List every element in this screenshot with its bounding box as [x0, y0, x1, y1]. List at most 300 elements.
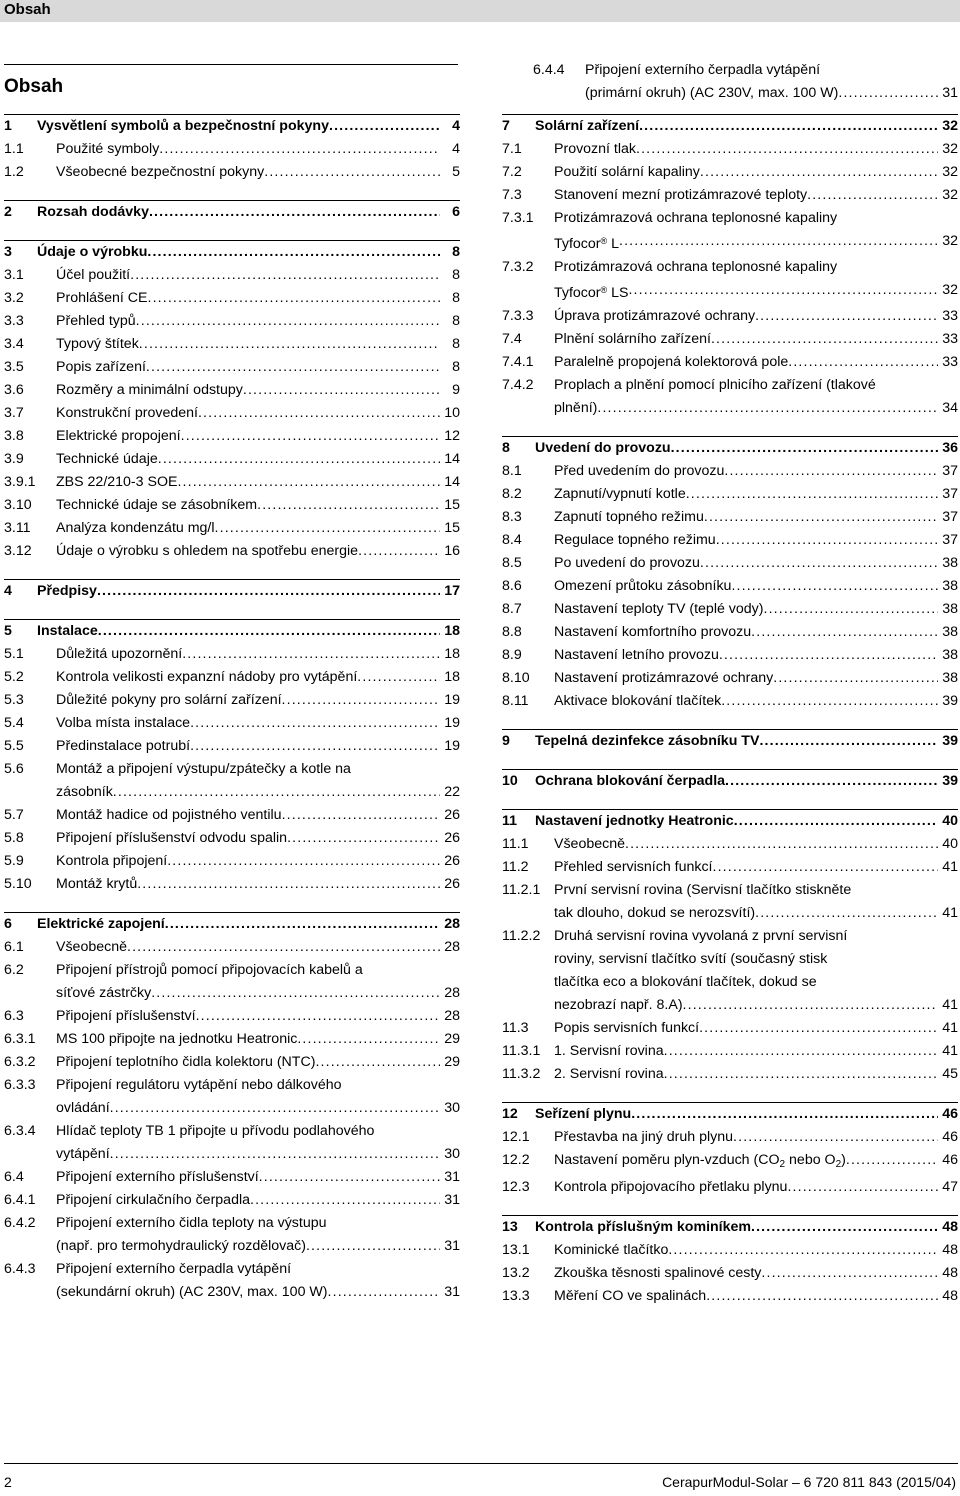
- toc-page-number: 28: [444, 1008, 460, 1024]
- toc-page-number: 30: [444, 1146, 460, 1162]
- toc-entry[interactable]: [502, 1040, 958, 1063]
- toc-entry-number: 3.6: [4, 382, 24, 398]
- toc-entry[interactable]: [4, 1005, 460, 1028]
- toc-entry-title: Všeobecně: [56, 939, 127, 955]
- toc-entry-title: Aktivace blokování tlačítek: [554, 693, 722, 709]
- toc-entry[interactable]: [4, 1212, 460, 1258]
- toc-entry-title: Rozměry a minimální odstupy: [56, 382, 243, 398]
- toc-leader-dots: [751, 621, 938, 644]
- toc-entry[interactable]: [502, 598, 958, 621]
- toc-page-number: 48: [942, 1288, 958, 1304]
- toc-entry-number: 2: [4, 204, 12, 220]
- toc-entry-number: 7.3.2: [502, 259, 534, 275]
- toc-entry[interactable]: [4, 1028, 460, 1051]
- toc-chapter-entry[interactable]: [502, 115, 958, 138]
- toc-leader-dots: [628, 279, 938, 305]
- toc-chapter-3: [4, 224, 460, 563]
- toc-entry[interactable]: [4, 287, 460, 310]
- toc-chapter-entry[interactable]: [502, 770, 958, 793]
- toc-entry[interactable]: [4, 643, 460, 666]
- header-band: [0, 0, 960, 22]
- toc-entry[interactable]: [4, 310, 460, 333]
- toc-entry-title: Kontrola připojení: [56, 853, 168, 869]
- toc-entry-title: Kontrola příslušným kominíkem: [535, 1219, 752, 1235]
- toc-chapter-entry[interactable]: [4, 913, 460, 936]
- toc-entry-title-line: Hlídač teploty TB 1 připojte u přívodu podlahového: [56, 1123, 375, 1139]
- toc-entry-title-line: Proplach a plnění pomocí plnicího zařízení (tlakové: [554, 377, 876, 393]
- toc-entry-title: (např. pro termohydraulický rozdělovač): [56, 1238, 306, 1254]
- toc-entry-title: ovládání: [56, 1100, 110, 1116]
- toc-leader-dots: [761, 1262, 938, 1285]
- toc-entry-title: Provozní tlak: [554, 141, 637, 157]
- toc-chapter-2: [4, 184, 460, 224]
- toc-entry[interactable]: [4, 804, 460, 827]
- toc-entry-number: 6.3.1: [4, 1031, 36, 1047]
- toc-leader-dots: [713, 856, 938, 879]
- toc-leader-dots: [147, 241, 440, 264]
- toc-entry[interactable]: [4, 379, 460, 402]
- toc-entry[interactable]: [502, 644, 958, 667]
- toc-leader-dots: [625, 833, 938, 856]
- toc-leader-dots: [838, 82, 938, 105]
- toc-entry-number: 7.3.1: [502, 210, 534, 226]
- toc-leader-dots: [733, 1126, 938, 1149]
- toc-entry[interactable]: [4, 138, 460, 161]
- toc-entry-title: Předpisy: [37, 583, 97, 599]
- toc-entry[interactable]: [4, 517, 460, 540]
- toc-leader-dots: [110, 1097, 440, 1120]
- toc-chapter-entry[interactable]: [502, 730, 958, 753]
- toc-leader-dots: [243, 379, 440, 402]
- toc-entry[interactable]: [4, 689, 460, 712]
- toc-entry-number: 5.1: [4, 646, 24, 662]
- toc-leader-dots: [755, 305, 938, 328]
- toc-entry-number: 1: [4, 118, 12, 134]
- toc-leader-dots: [357, 666, 440, 689]
- toc-page-number: 37: [942, 509, 958, 525]
- toc-page-number: 5: [452, 164, 460, 180]
- toc-entry-number: 5.10: [4, 876, 32, 892]
- toc-leader-dots: [282, 804, 440, 827]
- toc-leader-dots: [165, 913, 440, 936]
- toc-entry[interactable]: [4, 758, 460, 804]
- toc-entry-title: Uvedení do provozu: [535, 440, 671, 456]
- toc-entry[interactable]: [502, 856, 958, 879]
- toc-entry[interactable]: [533, 59, 958, 105]
- toc-leader-dots: [664, 1040, 938, 1063]
- toc-entry[interactable]: [502, 184, 958, 207]
- toc-leader-dots: [181, 425, 440, 448]
- toc-page-number: 17: [444, 583, 460, 599]
- toc-leader-dots: [282, 689, 440, 712]
- toc-entry-title: Přehled typů: [56, 313, 136, 329]
- toc-entry-number: 8.7: [502, 601, 522, 617]
- toc-page-number: 38: [942, 647, 958, 663]
- toc-entry-title: Úprava protizámrazové ochrany: [554, 308, 756, 324]
- toc-entry-number: 6.4.2: [4, 1215, 36, 1231]
- toc-entry-number: 3.7: [4, 405, 24, 421]
- toc-page-number: 41: [942, 1043, 958, 1059]
- toc-entry-number: 6: [4, 916, 12, 932]
- toc-entry[interactable]: [4, 1189, 460, 1212]
- toc-entry[interactable]: [502, 690, 958, 713]
- toc-entry-number: 5.8: [4, 830, 24, 846]
- toc-right-top-entry: [533, 59, 958, 105]
- toc-leader-dots: [619, 230, 938, 256]
- toc-entry[interactable]: [4, 448, 460, 471]
- toc-entry-number: 8.3: [502, 509, 522, 525]
- toc-leader-dots: [636, 138, 938, 161]
- toc-entry-title: Nastavení komfortního provozu: [554, 624, 752, 640]
- toc-entry-title-line: Protizámrazová ochrana teplonosné kapaliny: [554, 210, 838, 226]
- toc-entry[interactable]: [4, 850, 460, 873]
- toc-leader-dots: [751, 1216, 938, 1239]
- toc-entry-number: 11.3.1: [502, 1043, 541, 1059]
- toc-leader-dots: [306, 1235, 440, 1258]
- toc-entry[interactable]: [502, 1176, 958, 1199]
- toc-entry[interactable]: [502, 351, 958, 374]
- toc-entry-number: 7.4.1: [502, 354, 534, 370]
- toc-entry-number: 12.1: [502, 1129, 530, 1145]
- toc-page-number: 37: [942, 463, 958, 479]
- toc-entry[interactable]: [502, 483, 958, 506]
- toc-page-number: 15: [444, 497, 460, 513]
- toc-entry-title: Po uvedení do provozu: [554, 555, 700, 571]
- toc-leader-dots: [182, 643, 440, 666]
- toc-entry-title: Rozsah dodávky: [37, 204, 149, 220]
- toc-leader-dots: [136, 310, 440, 333]
- toc-entry[interactable]: [4, 540, 460, 563]
- toc-entry-title: vytápění: [56, 1146, 110, 1162]
- toc-entry-title: Údaje o výrobku s ohledem na spotřebu energie: [56, 543, 359, 559]
- toc-entry-number: 5.2: [4, 669, 24, 685]
- toc-leader-dots: [159, 138, 440, 161]
- toc-page-number: 31: [942, 85, 958, 101]
- toc-entry[interactable]: [4, 471, 460, 494]
- toc-entry[interactable]: [502, 925, 958, 1017]
- toc-entry-title: Nastavení letního provozu: [554, 647, 719, 663]
- toc-entry-number: 11.2.1: [502, 882, 541, 898]
- toc-entry-title: 2. Servisní rovina: [554, 1066, 664, 1082]
- toc-entry-number: 1.2: [4, 164, 24, 180]
- toc-page-number: 31: [444, 1192, 460, 1208]
- toc-entry[interactable]: [4, 425, 460, 448]
- toc-chapter-9: [502, 713, 958, 753]
- toc-entry-title: ZBS 22/210-3 SOE: [56, 474, 178, 490]
- toc-chapter-5: [4, 603, 460, 896]
- toc-entry-title: 1. Servisní rovina: [554, 1043, 664, 1059]
- toc-leader-dots: [755, 902, 938, 925]
- toc-page-number: 10: [444, 405, 460, 421]
- toc-entry-number: 6.3.3: [4, 1077, 36, 1093]
- toc-entry-title: Použití solární kapaliny: [554, 164, 700, 180]
- toc-page-number: 48: [942, 1219, 958, 1235]
- toc-entry[interactable]: [4, 1166, 460, 1189]
- toc-entry-number: 3.1: [4, 267, 24, 283]
- toc-entry-number: 6.3.4: [4, 1123, 36, 1139]
- toc-leader-dots: [683, 994, 938, 1017]
- toc-entry[interactable]: [502, 1262, 958, 1285]
- toc-chapter-entry[interactable]: [502, 1216, 958, 1239]
- toc-entry-title: Zkouška těsnosti spalinové cesty: [554, 1265, 762, 1281]
- toc-entry[interactable]: [502, 575, 958, 598]
- toc-page-number: 31: [444, 1238, 460, 1254]
- toc-page-number: 8: [452, 244, 460, 260]
- toc-entry[interactable]: [502, 529, 958, 552]
- toc-page-number: 46: [942, 1152, 958, 1168]
- toc-chapter-1: [4, 114, 460, 184]
- toc-entry-title: Konstrukční provedení: [56, 405, 198, 421]
- toc-leader-dots: [151, 982, 440, 1005]
- toc-entry-number: 8.9: [502, 647, 522, 663]
- toc-entry[interactable]: [4, 264, 460, 287]
- toc-page-number: 32: [942, 187, 958, 203]
- toc-chapter-entry[interactable]: [502, 1103, 958, 1126]
- toc-entry[interactable]: [502, 328, 958, 351]
- toc-entry[interactable]: [4, 735, 460, 758]
- toc-page-number: 6: [452, 204, 460, 220]
- toc-page-number: 37: [942, 486, 958, 502]
- toc-chapter-entry[interactable]: [4, 201, 460, 224]
- toc-entry-number: 7.1: [502, 141, 522, 157]
- toc-page-number: 41: [942, 859, 958, 875]
- toc-entry[interactable]: [502, 1149, 958, 1176]
- toc-entry[interactable]: [4, 666, 460, 689]
- toc-page-number: 33: [942, 308, 958, 324]
- toc-entry-title: zásobník: [56, 784, 113, 800]
- toc-entry[interactable]: [502, 1126, 958, 1149]
- toc-leader-dots: [721, 690, 938, 713]
- toc-entry[interactable]: [502, 1017, 958, 1040]
- toc-entry[interactable]: [502, 621, 958, 644]
- toc-page-number: 37: [942, 532, 958, 548]
- toc-leader-dots: [137, 873, 440, 896]
- toc-page-number: 18: [444, 646, 460, 662]
- toc-entry-number: 3.3: [4, 313, 24, 329]
- toc-entry[interactable]: [502, 1285, 958, 1308]
- toc-entry-title: plnění): [554, 400, 598, 416]
- toc-entry-title: tak dlouho, dokud se nerozsvítí): [554, 905, 756, 921]
- toc-leader-dots: [700, 552, 938, 575]
- toc-entry[interactable]: [4, 402, 460, 425]
- toc-entry-title: Volba místa instalace: [56, 715, 191, 731]
- toc-page-number: 38: [942, 601, 958, 617]
- toc-leader-dots: [664, 1063, 938, 1086]
- toc-entry-title: Přestavba na jiný druh plynu: [554, 1129, 734, 1145]
- toc-entry-title-line: Připojení přístrojů pomocí připojovacích kabelů a: [56, 962, 363, 978]
- toc-entry-title-line: Druhá servisní rovina vyvolaná z první servisní: [554, 928, 848, 944]
- toc-entry[interactable]: [502, 1063, 958, 1086]
- toc-entry[interactable]: [4, 936, 460, 959]
- toc-page-number: 32: [942, 141, 958, 157]
- toc-leader-dots: [700, 161, 938, 184]
- toc-entry[interactable]: [502, 667, 958, 690]
- toc-page-number: 39: [942, 773, 958, 789]
- toc-entry-number: 13.2: [502, 1265, 530, 1281]
- toc-leader-dots: [724, 460, 938, 483]
- toc-leader-dots: [807, 184, 938, 207]
- toc-leader-dots: [139, 333, 440, 356]
- toc-entry-number: 3.8: [4, 428, 24, 444]
- toc-entry[interactable]: [4, 1258, 460, 1304]
- toc-leader-dots: [706, 1285, 938, 1308]
- toc-entry-title-line: tlačítka eco a blokování tlačítek, dokud se: [554, 974, 817, 990]
- toc-chapter-4: [4, 563, 460, 603]
- toc-page-number: 26: [444, 807, 460, 823]
- toc-entry-number: 11.1: [502, 836, 529, 852]
- toc-chapter-entry[interactable]: [4, 580, 460, 603]
- toc-leader-dots: [149, 201, 440, 224]
- toc-page-number: 46: [942, 1106, 958, 1122]
- toc-entry-title: Zapnutí topného režimu: [554, 509, 704, 525]
- toc-entry-title: Tepelná dezinfekce zásobníku TV: [535, 733, 760, 749]
- toc-entry-number: 6.4.4: [533, 62, 565, 78]
- toc-entry[interactable]: [4, 333, 460, 356]
- toc-page-number: 34: [942, 400, 958, 416]
- toc-page-number: 28: [444, 939, 460, 955]
- footer-doc-id: CerapurModul-Solar – 6 720 811 843 (2015/04): [662, 1474, 956, 1490]
- toc-entry-number: 8.11: [502, 693, 529, 709]
- toc-entry-title: Solární zařízení: [535, 118, 640, 134]
- toc-page-number: 32: [942, 164, 958, 180]
- toc-page-number: 4: [452, 118, 460, 134]
- toc-entry-title-line: Připojení regulátoru vytápění nebo dálkového: [56, 1077, 342, 1093]
- toc-entry-number: 11.3: [502, 1020, 529, 1036]
- toc-leader-dots: [215, 517, 440, 540]
- title-rule: [4, 64, 458, 65]
- toc-page-number: 18: [444, 623, 460, 639]
- toc-entry-title: Účel použití: [56, 267, 131, 283]
- toc-entry-number: 3.11: [4, 520, 31, 536]
- toc-entry[interactable]: [502, 552, 958, 575]
- toc-leader-dots: [158, 448, 440, 471]
- toc-entry-number: 8.6: [502, 578, 522, 594]
- toc-entry[interactable]: [502, 138, 958, 161]
- toc-entry-title: Přehled servisních funkcí: [554, 859, 713, 875]
- toc-entry-number: 11.3.2: [502, 1066, 541, 1082]
- toc-page-number: 14: [444, 474, 460, 490]
- toc-page-number: 38: [942, 670, 958, 686]
- toc-leader-dots: [147, 287, 440, 310]
- toc-entry[interactable]: [502, 506, 958, 529]
- toc-entry-title: Kontrola velikosti expanzní nádoby pro vytápění: [56, 669, 358, 685]
- toc-entry-title: Důležitá upozornění: [56, 646, 183, 662]
- toc-page-number: 28: [444, 916, 460, 932]
- toc-page-number: 32: [942, 233, 958, 249]
- toc-leader-dots: [315, 1051, 440, 1074]
- toc-entry[interactable]: [4, 712, 460, 735]
- toc-page-number: 38: [942, 555, 958, 571]
- toc-entry-number: 8.10: [502, 670, 530, 686]
- toc-leader-dots: [146, 356, 440, 379]
- toc-entry[interactable]: [4, 1051, 460, 1074]
- toc-entry-title: Připojení příslušenství: [56, 1008, 196, 1024]
- toc-entry-number: 5.9: [4, 853, 24, 869]
- toc-entry-number: 5.7: [4, 807, 24, 823]
- toc-chapter-entry[interactable]: [502, 437, 958, 460]
- toc-page-number: 46: [942, 1129, 958, 1145]
- toc-page-number: 8: [452, 290, 460, 306]
- toc-entry-number: 6.3.2: [4, 1054, 36, 1070]
- toc-leader-dots: [787, 1176, 938, 1199]
- toc-page-number: 29: [444, 1054, 460, 1070]
- toc-entry[interactable]: [502, 161, 958, 184]
- toc-entry-number: 10: [502, 773, 518, 789]
- toc-page-number: 26: [444, 876, 460, 892]
- toc-entry-title: Ochrana blokování čerpadla: [535, 773, 726, 789]
- toc-entry[interactable]: [4, 161, 460, 184]
- toc-leader-dots: [699, 1017, 938, 1040]
- toc-entry[interactable]: [502, 207, 958, 256]
- toc-entry-number: 9: [502, 733, 510, 749]
- toc-entry-title-line: Montáž a připojení výstupu/zpátečky a kotle na: [56, 761, 351, 777]
- toc-entry[interactable]: [4, 959, 460, 1005]
- toc-entry-title: Nastavení jednotky Heatronic: [535, 813, 734, 829]
- toc-page-number: 22: [444, 784, 460, 800]
- toc-entry-number: 7.3: [502, 187, 522, 203]
- toc-page-number: 16: [444, 543, 460, 559]
- toc-entry-number: 7.4: [502, 331, 522, 347]
- toc-chapter-entry[interactable]: [4, 115, 460, 138]
- toc-entry-title: Připojení příslušenství odvodu spalin: [56, 830, 288, 846]
- toc-right-column: [502, 114, 958, 1308]
- toc-entry[interactable]: [502, 374, 958, 420]
- toc-page-number: 41: [942, 997, 958, 1013]
- toc-page-number: 26: [444, 830, 460, 846]
- toc-chapter-entry[interactable]: [4, 241, 460, 264]
- toc-entry-title: (sekundární okruh) (AC 230V, max. 100 W): [56, 1284, 328, 1300]
- toc-entry[interactable]: [502, 460, 958, 483]
- toc-page-number: 15: [444, 520, 460, 536]
- toc-chapter-entry[interactable]: [4, 620, 460, 643]
- toc-page-number: 18: [444, 669, 460, 685]
- toc-chapter-6: [4, 896, 460, 1304]
- toc-entry[interactable]: [502, 256, 958, 305]
- toc-entry[interactable]: [4, 873, 460, 896]
- toc-entry[interactable]: [502, 833, 958, 856]
- toc-entry[interactable]: [4, 827, 460, 850]
- toc-entry-number: 11: [502, 813, 517, 829]
- toc-entry[interactable]: [502, 1239, 958, 1262]
- toc-entry-title: Montáž krytů: [56, 876, 138, 892]
- toc-entry-title: Paralelně propojená kolektorová pole: [554, 354, 789, 370]
- toc-entry[interactable]: [4, 1120, 460, 1166]
- toc-entry-title: (primární okruh) (AC 230V, max. 100 W): [585, 85, 839, 101]
- footer-page-number: 2: [4, 1474, 12, 1490]
- toc-page-number: 4: [452, 141, 460, 157]
- toc-entry-number: 3.9: [4, 451, 24, 467]
- toc-leader-dots: [711, 328, 938, 351]
- toc-leader-dots: [250, 1189, 440, 1212]
- toc-entry-title: Kontrola připojovacího přetlaku plynu: [554, 1179, 788, 1195]
- toc-entry[interactable]: [4, 494, 460, 517]
- toc-page-number: 19: [444, 715, 460, 731]
- toc-entry-title: Připojení externího příslušenství: [56, 1169, 259, 1185]
- toc-leader-dots: [329, 115, 440, 138]
- toc-entry-number: 7.3.3: [502, 308, 534, 324]
- toc-leader-dots: [97, 580, 440, 603]
- toc-page-number: 33: [942, 354, 958, 370]
- toc-chapter-entry[interactable]: [502, 810, 958, 833]
- toc-page-number: 33: [942, 331, 958, 347]
- toc-leader-dots: [130, 264, 440, 287]
- toc-entry[interactable]: [4, 1074, 460, 1120]
- toc-entry[interactable]: [502, 879, 958, 925]
- toc-entry[interactable]: [502, 305, 958, 328]
- toc-entry-number: 8.2: [502, 486, 522, 502]
- toc-page-number: 8: [452, 336, 460, 352]
- toc-entry[interactable]: [4, 356, 460, 379]
